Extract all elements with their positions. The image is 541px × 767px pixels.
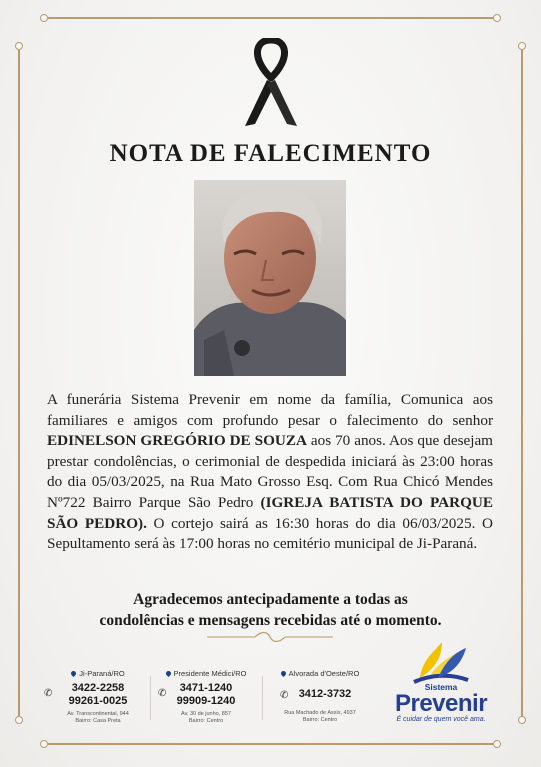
contact-presidente-medici [152,669,260,725]
prevenir-logo [380,638,502,726]
contact-city: Alvorada d'Oeste/RO [288,669,360,678]
contact-phone[interactable]: 3412-3732 [298,688,352,700]
thanks-line-1: Agradecemos antecipadamente a todas as [133,591,408,608]
contact-district: Bairro: Centro [302,717,338,723]
body-burial-text: O cortejo sairá as 16:30 horas do dia 06/03/2025. O Sepultamento será às 17:00 horas no cemitério municipal de Ji-Paraná. [47,514,493,553]
body-ceremony-text: aos 70 anos. Aos que desejam prestar condolências, o cerimonial de despedida iniciará às 23:00 horas do dia 05/03/2025, na Rua Mato Grosso Esq. Com Rua Chicó Mendes Nº722 Bairro Parque São Pedro [47,432,493,511]
contact-city: Ji-Paraná/RO [79,669,125,678]
sun-wave-logo-icon [412,638,470,684]
deceased-name: EDINELSON GREGÓRIO DE SOUZA [47,432,307,450]
contact-phone-mobile[interactable]: 99261-0025 [68,695,128,707]
contact-phone[interactable]: 3471-1240 [179,682,233,694]
notice-body [47,390,493,555]
contact-city: Presidente Médici/RO [173,669,247,678]
body-intro-text: A funerária Sistema Prevenir em nome da família, Comunica aos familiares e amigos com profundo pesar o falecimento do senhor [47,391,493,429]
venue-name: (IGREJA BATISTA DO PARQUE SÃO PEDRO). [47,493,493,532]
phone-icon: ✆ [280,690,289,701]
phone-icon: ✆ [44,688,53,699]
page-title: NOTA DE FALECIMENTO [109,140,432,167]
thanks-line-2: condolências e mensagens recebidas até o momento. [99,612,442,629]
thanks-message [40,589,501,631]
location-pin-icon [164,670,171,677]
contact-phone-mobile[interactable]: 99909-1240 [176,695,236,707]
location-pin-icon [280,670,287,677]
logo-system-text: Sistema [424,682,458,692]
divider [262,676,263,720]
logo-brand-name: Prevenir [394,690,488,717]
deceased-portrait-photo [194,180,346,376]
frame-top [40,14,501,22]
contact-address: Av. Transcontinental, 944 [67,711,129,717]
frame-bottom [40,740,501,748]
logo-slogan: É cuidar de quem você ama. [396,716,486,723]
contact-district: Bairro: Centro [188,718,224,724]
contact-district: Bairro: Casa Preta [75,718,121,724]
ornament-divider [205,631,335,643]
contact-address: Rua Machado de Assis, 4937 [284,710,356,716]
contact-phone[interactable]: 3422-2258 [71,682,125,694]
contact-ji-parana [48,669,148,725]
phone-icon: ✆ [158,688,167,699]
contact-address: Av. 30 de junho, 857 [181,711,231,717]
mourning-ribbon-icon [241,38,301,130]
divider [150,676,151,720]
location-pin-icon [70,670,77,677]
